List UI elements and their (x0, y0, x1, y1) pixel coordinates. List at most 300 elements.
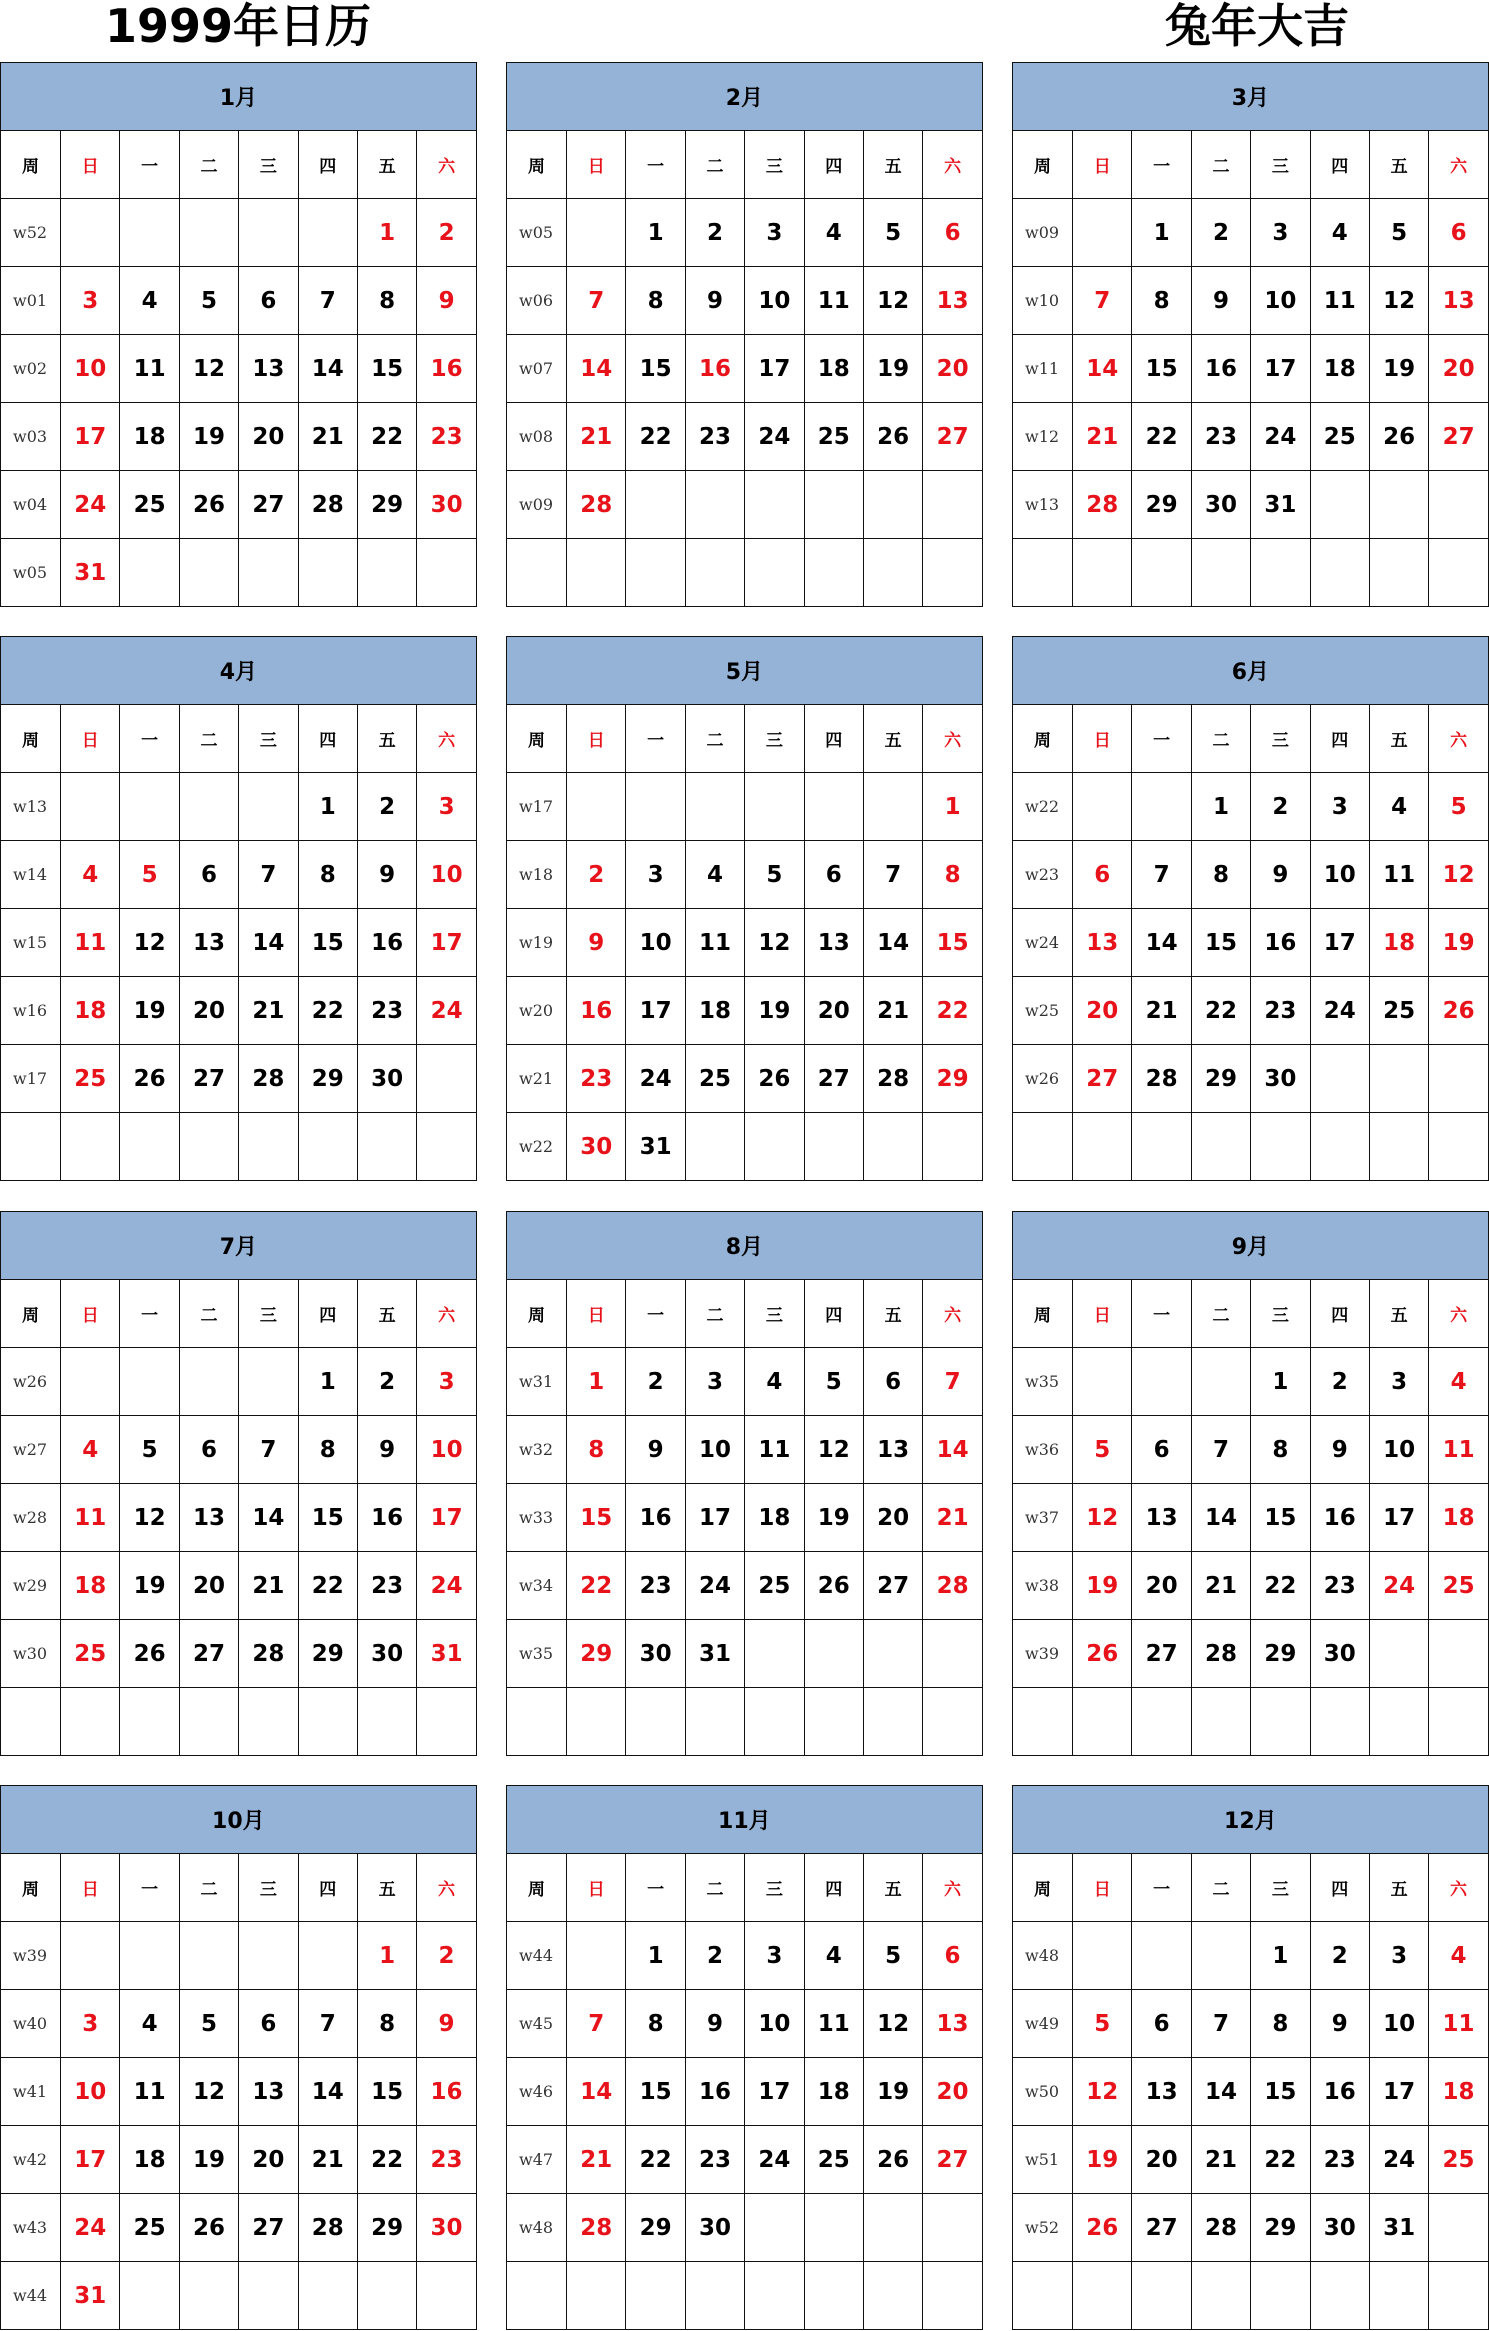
day-cell[interactable]: 18 (804, 335, 863, 403)
day-cell[interactable]: 4 (61, 1416, 120, 1484)
day-cell[interactable]: 26 (1369, 403, 1428, 471)
day-cell[interactable]: 9 (685, 1990, 744, 2058)
day-cell[interactable]: 29 (298, 1045, 357, 1113)
day-cell[interactable]: 31 (626, 1113, 685, 1181)
day-cell[interactable]: 16 (567, 977, 626, 1045)
day-cell[interactable]: 17 (61, 2126, 120, 2194)
day-cell[interactable]: 19 (120, 977, 179, 1045)
day-cell[interactable]: 11 (1429, 1416, 1488, 1484)
day-cell[interactable]: 14 (1191, 2058, 1250, 2126)
day-cell[interactable]: 17 (417, 1484, 476, 1552)
day-cell[interactable]: 12 (863, 267, 922, 335)
day-cell[interactable]: 15 (626, 335, 685, 403)
day-cell[interactable]: 27 (863, 1552, 922, 1620)
day-cell[interactable]: 24 (417, 1552, 476, 1620)
day-cell[interactable]: 29 (567, 1620, 626, 1688)
day-cell[interactable]: 16 (1310, 2058, 1369, 2126)
day-cell[interactable]: 22 (1191, 977, 1250, 1045)
day-cell[interactable]: 28 (863, 1045, 922, 1113)
day-cell[interactable]: 18 (804, 2058, 863, 2126)
day-cell[interactable]: 15 (1251, 2058, 1310, 2126)
day-cell[interactable]: 12 (1369, 267, 1428, 335)
day-cell[interactable]: 7 (567, 267, 626, 335)
day-cell[interactable]: 15 (357, 2058, 416, 2126)
day-cell[interactable]: 2 (417, 1922, 476, 1990)
day-cell[interactable]: 11 (1429, 1990, 1488, 2058)
day-cell[interactable]: 26 (179, 471, 238, 539)
day-cell[interactable]: 7 (567, 1990, 626, 2058)
day-cell[interactable]: 3 (1369, 1348, 1428, 1416)
day-cell[interactable]: 21 (1191, 1552, 1250, 1620)
day-cell[interactable]: 24 (1369, 2126, 1428, 2194)
day-cell[interactable]: 7 (298, 1990, 357, 2058)
day-cell[interactable]: 21 (567, 2126, 626, 2194)
day-cell[interactable]: 9 (1310, 1416, 1369, 1484)
day-cell[interactable]: 14 (567, 335, 626, 403)
day-cell[interactable]: 5 (745, 841, 804, 909)
day-cell[interactable]: 8 (357, 267, 416, 335)
day-cell[interactable]: 8 (626, 1990, 685, 2058)
day-cell[interactable]: 21 (298, 403, 357, 471)
day-cell[interactable]: 10 (417, 841, 476, 909)
day-cell[interactable]: 7 (298, 267, 357, 335)
day-cell[interactable]: 15 (298, 1484, 357, 1552)
day-cell[interactable]: 22 (567, 1552, 626, 1620)
day-cell[interactable]: 2 (1310, 1348, 1369, 1416)
day-cell[interactable]: 8 (298, 1416, 357, 1484)
day-cell[interactable]: 1 (567, 1348, 626, 1416)
day-cell[interactable]: 22 (1251, 2126, 1310, 2194)
day-cell[interactable]: 26 (120, 1045, 179, 1113)
day-cell[interactable]: 14 (1191, 1484, 1250, 1552)
day-cell[interactable]: 18 (1429, 1484, 1488, 1552)
day-cell[interactable]: 30 (1251, 1045, 1310, 1113)
day-cell[interactable]: 9 (1191, 267, 1250, 335)
day-cell[interactable]: 8 (567, 1416, 626, 1484)
day-cell[interactable]: 19 (120, 1552, 179, 1620)
day-cell[interactable]: 31 (1251, 471, 1310, 539)
day-cell[interactable]: 15 (1251, 1484, 1310, 1552)
day-cell[interactable]: 4 (804, 1922, 863, 1990)
day-cell[interactable]: 29 (923, 1045, 982, 1113)
day-cell[interactable]: 13 (923, 267, 982, 335)
day-cell[interactable]: 22 (298, 1552, 357, 1620)
day-cell[interactable]: 25 (1369, 977, 1428, 1045)
day-cell[interactable]: 31 (61, 539, 120, 607)
day-cell[interactable]: 13 (1132, 1484, 1191, 1552)
day-cell[interactable]: 27 (923, 403, 982, 471)
day-cell[interactable]: 31 (1369, 2194, 1428, 2262)
day-cell[interactable]: 11 (120, 2058, 179, 2126)
day-cell[interactable]: 20 (1132, 2126, 1191, 2194)
day-cell[interactable]: 23 (357, 1552, 416, 1620)
day-cell[interactable]: 10 (685, 1416, 744, 1484)
day-cell[interactable]: 19 (1073, 1552, 1132, 1620)
day-cell[interactable]: 12 (1429, 841, 1488, 909)
day-cell[interactable]: 7 (1191, 1990, 1250, 2058)
day-cell[interactable]: 7 (1073, 267, 1132, 335)
day-cell[interactable]: 6 (179, 841, 238, 909)
day-cell[interactable]: 25 (120, 2194, 179, 2262)
day-cell[interactable]: 26 (804, 1552, 863, 1620)
day-cell[interactable]: 2 (1310, 1922, 1369, 1990)
day-cell[interactable]: 3 (1310, 773, 1369, 841)
day-cell[interactable]: 29 (1251, 1620, 1310, 1688)
day-cell[interactable]: 23 (417, 2126, 476, 2194)
day-cell[interactable]: 13 (1073, 909, 1132, 977)
day-cell[interactable]: 9 (357, 1416, 416, 1484)
day-cell[interactable]: 25 (61, 1045, 120, 1113)
day-cell[interactable]: 26 (863, 403, 922, 471)
day-cell[interactable]: 4 (120, 1990, 179, 2058)
day-cell[interactable]: 27 (239, 2194, 298, 2262)
day-cell[interactable]: 26 (120, 1620, 179, 1688)
day-cell[interactable]: 22 (298, 977, 357, 1045)
day-cell[interactable]: 17 (61, 403, 120, 471)
day-cell[interactable]: 11 (804, 267, 863, 335)
day-cell[interactable]: 10 (745, 267, 804, 335)
day-cell[interactable]: 21 (298, 2126, 357, 2194)
day-cell[interactable]: 23 (1310, 1552, 1369, 1620)
day-cell[interactable]: 1 (298, 1348, 357, 1416)
day-cell[interactable]: 14 (1073, 335, 1132, 403)
day-cell[interactable]: 2 (357, 1348, 416, 1416)
day-cell[interactable]: 17 (745, 335, 804, 403)
day-cell[interactable]: 14 (863, 909, 922, 977)
day-cell[interactable]: 15 (626, 2058, 685, 2126)
day-cell[interactable]: 20 (239, 403, 298, 471)
day-cell[interactable]: 1 (357, 199, 416, 267)
day-cell[interactable]: 4 (1429, 1348, 1488, 1416)
day-cell[interactable]: 19 (804, 1484, 863, 1552)
day-cell[interactable]: 22 (923, 977, 982, 1045)
day-cell[interactable]: 7 (1191, 1416, 1250, 1484)
day-cell[interactable]: 2 (1251, 773, 1310, 841)
day-cell[interactable]: 10 (626, 909, 685, 977)
day-cell[interactable]: 23 (357, 977, 416, 1045)
day-cell[interactable]: 11 (61, 909, 120, 977)
day-cell[interactable]: 19 (1429, 909, 1488, 977)
day-cell[interactable]: 11 (61, 1484, 120, 1552)
day-cell[interactable]: 23 (685, 403, 744, 471)
day-cell[interactable]: 12 (804, 1416, 863, 1484)
day-cell[interactable]: 10 (1369, 1416, 1428, 1484)
day-cell[interactable]: 13 (179, 1484, 238, 1552)
day-cell[interactable]: 20 (179, 977, 238, 1045)
day-cell[interactable]: 29 (1251, 2194, 1310, 2262)
day-cell[interactable]: 13 (239, 335, 298, 403)
day-cell[interactable]: 16 (685, 2058, 744, 2126)
day-cell[interactable]: 17 (685, 1484, 744, 1552)
day-cell[interactable]: 28 (298, 471, 357, 539)
day-cell[interactable]: 9 (685, 267, 744, 335)
day-cell[interactable]: 30 (1310, 2194, 1369, 2262)
day-cell[interactable]: 4 (804, 199, 863, 267)
day-cell[interactable]: 5 (863, 1922, 922, 1990)
day-cell[interactable]: 17 (417, 909, 476, 977)
day-cell[interactable]: 12 (1073, 2058, 1132, 2126)
day-cell[interactable]: 9 (357, 841, 416, 909)
day-cell[interactable]: 8 (1191, 841, 1250, 909)
day-cell[interactable]: 5 (863, 199, 922, 267)
day-cell[interactable]: 14 (239, 1484, 298, 1552)
day-cell[interactable]: 1 (626, 1922, 685, 1990)
day-cell[interactable]: 27 (804, 1045, 863, 1113)
day-cell[interactable]: 7 (923, 1348, 982, 1416)
day-cell[interactable]: 14 (298, 335, 357, 403)
day-cell[interactable]: 30 (626, 1620, 685, 1688)
day-cell[interactable]: 24 (626, 1045, 685, 1113)
day-cell[interactable]: 31 (417, 1620, 476, 1688)
day-cell[interactable]: 6 (1429, 199, 1488, 267)
day-cell[interactable]: 1 (298, 773, 357, 841)
day-cell[interactable]: 5 (1369, 199, 1428, 267)
day-cell[interactable]: 12 (120, 909, 179, 977)
day-cell[interactable]: 5 (1073, 1990, 1132, 2058)
day-cell[interactable]: 16 (1310, 1484, 1369, 1552)
day-cell[interactable]: 4 (1429, 1922, 1488, 1990)
day-cell[interactable]: 26 (179, 2194, 238, 2262)
day-cell[interactable]: 22 (626, 403, 685, 471)
day-cell[interactable]: 12 (120, 1484, 179, 1552)
day-cell[interactable]: 6 (179, 1416, 238, 1484)
day-cell[interactable]: 9 (417, 267, 476, 335)
day-cell[interactable]: 28 (1073, 471, 1132, 539)
day-cell[interactable]: 11 (120, 335, 179, 403)
day-cell[interactable]: 1 (1251, 1348, 1310, 1416)
day-cell[interactable]: 28 (1132, 1045, 1191, 1113)
day-cell[interactable]: 8 (298, 841, 357, 909)
day-cell[interactable]: 15 (1132, 335, 1191, 403)
day-cell[interactable]: 4 (1369, 773, 1428, 841)
day-cell[interactable]: 10 (61, 2058, 120, 2126)
day-cell[interactable]: 17 (1369, 1484, 1428, 1552)
day-cell[interactable]: 27 (1132, 1620, 1191, 1688)
day-cell[interactable]: 18 (745, 1484, 804, 1552)
day-cell[interactable]: 26 (863, 2126, 922, 2194)
day-cell[interactable]: 8 (357, 1990, 416, 2058)
day-cell[interactable]: 3 (417, 773, 476, 841)
day-cell[interactable]: 16 (417, 335, 476, 403)
day-cell[interactable]: 21 (239, 977, 298, 1045)
day-cell[interactable]: 16 (357, 909, 416, 977)
day-cell[interactable]: 18 (1369, 909, 1428, 977)
day-cell[interactable]: 24 (61, 471, 120, 539)
day-cell[interactable]: 27 (1429, 403, 1488, 471)
day-cell[interactable]: 19 (863, 335, 922, 403)
day-cell[interactable]: 6 (804, 841, 863, 909)
day-cell[interactable]: 20 (179, 1552, 238, 1620)
day-cell[interactable]: 11 (685, 909, 744, 977)
day-cell[interactable]: 17 (1369, 2058, 1428, 2126)
day-cell[interactable]: 13 (804, 909, 863, 977)
day-cell[interactable]: 20 (863, 1484, 922, 1552)
day-cell[interactable]: 25 (1429, 2126, 1488, 2194)
day-cell[interactable]: 14 (1132, 909, 1191, 977)
day-cell[interactable]: 9 (417, 1990, 476, 2058)
day-cell[interactable]: 10 (61, 335, 120, 403)
day-cell[interactable]: 14 (567, 2058, 626, 2126)
day-cell[interactable]: 29 (357, 471, 416, 539)
day-cell[interactable]: 13 (1132, 2058, 1191, 2126)
day-cell[interactable]: 31 (685, 1620, 744, 1688)
day-cell[interactable]: 11 (745, 1416, 804, 1484)
day-cell[interactable]: 23 (1191, 403, 1250, 471)
day-cell[interactable]: 5 (120, 841, 179, 909)
day-cell[interactable]: 23 (626, 1552, 685, 1620)
day-cell[interactable]: 4 (1310, 199, 1369, 267)
day-cell[interactable]: 18 (120, 403, 179, 471)
day-cell[interactable]: 2 (417, 199, 476, 267)
day-cell[interactable]: 6 (1073, 841, 1132, 909)
day-cell[interactable]: 19 (745, 977, 804, 1045)
day-cell[interactable]: 25 (1429, 1552, 1488, 1620)
day-cell[interactable]: 25 (804, 403, 863, 471)
day-cell[interactable]: 16 (357, 1484, 416, 1552)
day-cell[interactable]: 22 (1251, 1552, 1310, 1620)
day-cell[interactable]: 27 (179, 1045, 238, 1113)
day-cell[interactable]: 14 (923, 1416, 982, 1484)
day-cell[interactable]: 16 (685, 335, 744, 403)
day-cell[interactable]: 11 (804, 1990, 863, 2058)
day-cell[interactable]: 9 (1310, 1990, 1369, 2058)
day-cell[interactable]: 1 (923, 773, 982, 841)
day-cell[interactable]: 20 (1132, 1552, 1191, 1620)
day-cell[interactable]: 3 (61, 267, 120, 335)
day-cell[interactable]: 20 (923, 335, 982, 403)
day-cell[interactable]: 14 (239, 909, 298, 977)
day-cell[interactable]: 17 (626, 977, 685, 1045)
day-cell[interactable]: 15 (298, 909, 357, 977)
day-cell[interactable]: 20 (1429, 335, 1488, 403)
day-cell[interactable]: 21 (863, 977, 922, 1045)
day-cell[interactable]: 18 (685, 977, 744, 1045)
day-cell[interactable]: 24 (417, 977, 476, 1045)
day-cell[interactable]: 24 (745, 403, 804, 471)
day-cell[interactable]: 1 (1132, 199, 1191, 267)
day-cell[interactable]: 12 (863, 1990, 922, 2058)
day-cell[interactable]: 9 (567, 909, 626, 977)
day-cell[interactable]: 27 (1132, 2194, 1191, 2262)
day-cell[interactable]: 5 (1073, 1416, 1132, 1484)
day-cell[interactable]: 28 (298, 2194, 357, 2262)
day-cell[interactable]: 11 (1310, 267, 1369, 335)
day-cell[interactable]: 22 (1132, 403, 1191, 471)
day-cell[interactable]: 7 (239, 1416, 298, 1484)
day-cell[interactable]: 17 (745, 2058, 804, 2126)
day-cell[interactable]: 10 (417, 1416, 476, 1484)
day-cell[interactable]: 3 (685, 1348, 744, 1416)
day-cell[interactable]: 17 (1310, 909, 1369, 977)
day-cell[interactable]: 18 (61, 1552, 120, 1620)
day-cell[interactable]: 3 (745, 199, 804, 267)
day-cell[interactable]: 30 (1310, 1620, 1369, 1688)
day-cell[interactable]: 2 (567, 841, 626, 909)
day-cell[interactable]: 21 (923, 1484, 982, 1552)
day-cell[interactable]: 19 (1369, 335, 1428, 403)
day-cell[interactable]: 18 (61, 977, 120, 1045)
day-cell[interactable]: 25 (120, 471, 179, 539)
day-cell[interactable]: 28 (567, 2194, 626, 2262)
day-cell[interactable]: 27 (1073, 1045, 1132, 1113)
day-cell[interactable]: 26 (1073, 1620, 1132, 1688)
day-cell[interactable]: 19 (179, 403, 238, 471)
day-cell[interactable]: 24 (1369, 1552, 1428, 1620)
day-cell[interactable]: 6 (1132, 1990, 1191, 2058)
day-cell[interactable]: 19 (863, 2058, 922, 2126)
day-cell[interactable]: 20 (923, 2058, 982, 2126)
day-cell[interactable]: 19 (1073, 2126, 1132, 2194)
day-cell[interactable]: 7 (863, 841, 922, 909)
day-cell[interactable]: 10 (1251, 267, 1310, 335)
day-cell[interactable]: 22 (357, 403, 416, 471)
day-cell[interactable]: 21 (567, 403, 626, 471)
day-cell[interactable]: 2 (685, 1922, 744, 1990)
day-cell[interactable]: 13 (179, 909, 238, 977)
day-cell[interactable]: 24 (1251, 403, 1310, 471)
day-cell[interactable]: 23 (685, 2126, 744, 2194)
day-cell[interactable]: 27 (239, 471, 298, 539)
day-cell[interactable]: 28 (923, 1552, 982, 1620)
day-cell[interactable]: 6 (923, 199, 982, 267)
day-cell[interactable]: 3 (626, 841, 685, 909)
day-cell[interactable]: 2 (1191, 199, 1250, 267)
day-cell[interactable]: 8 (626, 267, 685, 335)
day-cell[interactable]: 6 (239, 1990, 298, 2058)
day-cell[interactable]: 11 (1369, 841, 1428, 909)
day-cell[interactable]: 10 (745, 1990, 804, 2058)
day-cell[interactable]: 20 (1073, 977, 1132, 1045)
day-cell[interactable]: 6 (923, 1922, 982, 1990)
day-cell[interactable]: 8 (1132, 267, 1191, 335)
day-cell[interactable]: 6 (239, 267, 298, 335)
day-cell[interactable]: 20 (239, 2126, 298, 2194)
day-cell[interactable]: 30 (417, 2194, 476, 2262)
day-cell[interactable]: 31 (61, 2262, 120, 2330)
day-cell[interactable]: 4 (745, 1348, 804, 1416)
day-cell[interactable]: 28 (1191, 1620, 1250, 1688)
day-cell[interactable]: 15 (567, 1484, 626, 1552)
day-cell[interactable]: 26 (1429, 977, 1488, 1045)
day-cell[interactable]: 16 (417, 2058, 476, 2126)
day-cell[interactable]: 23 (417, 403, 476, 471)
day-cell[interactable]: 18 (120, 2126, 179, 2194)
day-cell[interactable]: 27 (923, 2126, 982, 2194)
day-cell[interactable]: 5 (120, 1416, 179, 1484)
day-cell[interactable]: 24 (61, 2194, 120, 2262)
day-cell[interactable]: 23 (1310, 2126, 1369, 2194)
day-cell[interactable]: 4 (120, 267, 179, 335)
day-cell[interactable]: 26 (745, 1045, 804, 1113)
day-cell[interactable]: 30 (567, 1113, 626, 1181)
day-cell[interactable]: 25 (685, 1045, 744, 1113)
day-cell[interactable]: 2 (685, 199, 744, 267)
day-cell[interactable]: 23 (567, 1045, 626, 1113)
day-cell[interactable]: 5 (1429, 773, 1488, 841)
day-cell[interactable]: 7 (239, 841, 298, 909)
day-cell[interactable]: 6 (1132, 1416, 1191, 1484)
day-cell[interactable]: 23 (1251, 977, 1310, 1045)
day-cell[interactable]: 1 (626, 199, 685, 267)
day-cell[interactable]: 15 (357, 335, 416, 403)
day-cell[interactable]: 15 (1191, 909, 1250, 977)
day-cell[interactable]: 29 (1132, 471, 1191, 539)
day-cell[interactable]: 18 (1429, 2058, 1488, 2126)
day-cell[interactable]: 13 (863, 1416, 922, 1484)
day-cell[interactable]: 5 (179, 1990, 238, 2058)
day-cell[interactable]: 7 (1132, 841, 1191, 909)
day-cell[interactable]: 16 (626, 1484, 685, 1552)
